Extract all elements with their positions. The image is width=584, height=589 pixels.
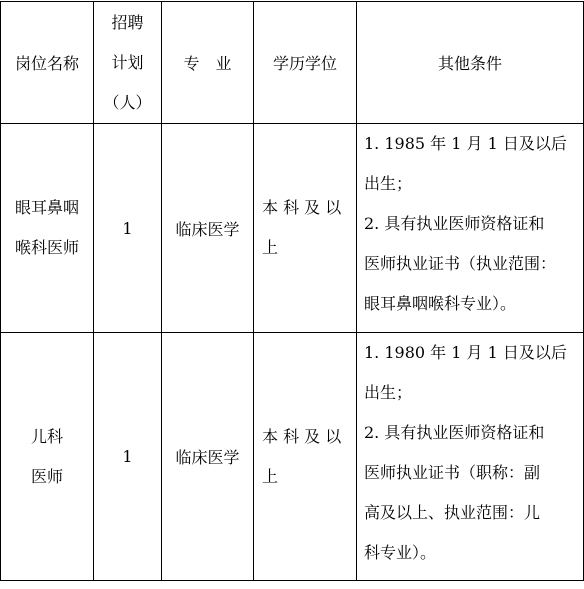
condition-line: 2. 具有执业医师资格证和 bbox=[364, 423, 545, 442]
condition-line: 医师执业证书（执业范围： bbox=[364, 254, 557, 273]
quota-cell: 1 bbox=[94, 333, 162, 581]
condition-line: 高及以上、执业范围：儿 bbox=[364, 503, 541, 522]
table-row bbox=[1, 333, 584, 581]
header-quota-line1: 招聘 bbox=[111, 12, 144, 32]
condition-line: 眼耳鼻咽喉科专业）。 bbox=[364, 294, 517, 313]
condition-line: 科专业）。 bbox=[364, 543, 437, 562]
table-row bbox=[1, 124, 584, 333]
position-name-cell: 儿科 医师 bbox=[1, 333, 94, 581]
degree-cell: 本 科 及 以 上 bbox=[254, 333, 357, 581]
quota-cell: 1 bbox=[94, 124, 162, 333]
recruitment-table bbox=[0, 1, 584, 581]
header-quota-line3: （人） bbox=[103, 92, 152, 112]
condition-line: 出生； bbox=[364, 383, 413, 402]
condition-line: 1. 1980 年 1 月 1 日及以后 bbox=[364, 343, 567, 362]
condition-line: 2. 具有执业医师资格证和 bbox=[364, 214, 545, 233]
header-position-name: 岗位名称 bbox=[1, 2, 94, 124]
position-name-cell: 眼耳鼻咽 喉科医师 bbox=[1, 124, 94, 333]
conditions-cell bbox=[357, 124, 584, 333]
header-hiring-quota bbox=[94, 2, 162, 124]
condition-line: 1. 1985 年 1 月 1 日及以后 bbox=[364, 134, 567, 153]
conditions-cell bbox=[357, 333, 584, 581]
header-major: 专 业 bbox=[162, 2, 254, 124]
header-other-conditions: 其他条件 bbox=[357, 2, 584, 124]
header-quota-line2: 计划 bbox=[111, 52, 144, 72]
table-header-row bbox=[1, 2, 584, 124]
condition-line: 出生； bbox=[364, 174, 413, 193]
major-cell: 临床医学 bbox=[162, 124, 254, 333]
degree-cell: 本 科 及 以 上 bbox=[254, 124, 357, 333]
major-cell: 临床医学 bbox=[162, 333, 254, 581]
condition-line: 医师执业证书（职称：副 bbox=[364, 463, 541, 482]
header-degree: 学历学位 bbox=[254, 2, 357, 124]
